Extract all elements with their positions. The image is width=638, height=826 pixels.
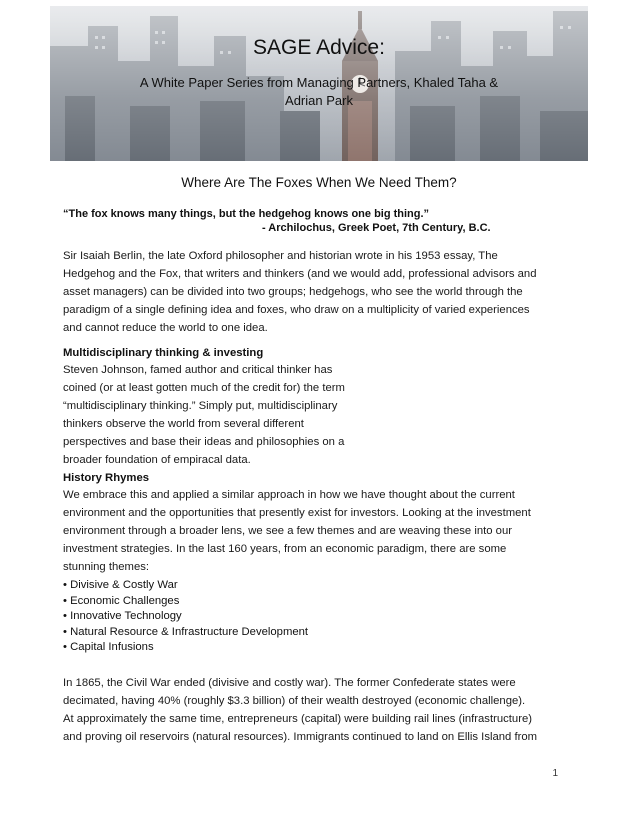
themes-bullet-list xyxy=(63,578,308,656)
banner-subtitle-line: A White Paper Series from Managing Partners, Khaled Taha & xyxy=(139,75,499,90)
list-item: • Natural Resource & Infrastructure Development xyxy=(63,625,309,638)
intro-paragraph xyxy=(63,247,573,337)
banner-title: SAGE Advice: xyxy=(253,36,385,59)
list-item: • Economic Challenges xyxy=(63,594,180,607)
banner-subtitle-line: Adrian Park xyxy=(285,93,353,108)
paragraph-line: investment strategies. In the last 160 years, from an economic paradigm, there are some xyxy=(63,543,507,555)
paragraph-line: and cannot reduce the world to one idea. xyxy=(63,322,268,334)
paragraph-line: environment and the opportunities that presently exist for investors. Looking at the investment xyxy=(63,507,531,519)
list-item: • Divisive & Costly War xyxy=(63,579,178,591)
multidisciplinary-paragraph xyxy=(63,361,573,469)
paragraph-line: Hedgehog and the Fox, that writers and thinkers (and we would add, professional advisors and xyxy=(63,268,537,280)
banner-subtitle xyxy=(110,74,528,110)
history-rhymes-paragraph xyxy=(63,486,573,576)
epigraph-quote xyxy=(63,206,573,222)
paragraph-line: decimated, having 40% (roughly $3.3 billion) of their wealth destroyed (economic challenge). xyxy=(63,695,526,707)
page-number: 1 xyxy=(552,768,558,779)
section-heading-multidisciplinary: Multidisciplinary thinking & investing xyxy=(63,347,264,359)
paragraph-line: “multidisciplinary thinking.” Simply put, multidisciplinary xyxy=(63,400,338,412)
paragraph-line: Sir Isaiah Berlin, the late Oxford philosopher and historian wrote in his 1953 essay, The xyxy=(63,250,498,262)
paragraph-line: We embrace this and applied a similar approach in how we have thought about the current xyxy=(63,489,515,501)
closing-paragraph xyxy=(63,674,573,746)
document-title: Where Are The Foxes When We Need Them? xyxy=(181,175,457,190)
paragraph-line: stunning themes: xyxy=(63,561,150,573)
paragraph-line: At approximately the same time, entrepreneurs (capital) were building rail lines (infrastructure) xyxy=(63,713,533,725)
list-item: • Innovative Technology xyxy=(63,610,182,622)
paragraph-line: and proving oil reservoirs (natural resources). Immigrants continued to land on Ellis Island from xyxy=(63,731,538,743)
paragraph-line: perspectives and base their ideas and philosophies on a xyxy=(63,436,345,448)
header-banner xyxy=(50,6,588,161)
paragraph-line: paradigm of a single defining idea and foxes, who draw on a multiplicity of varied experiences xyxy=(63,304,530,316)
paragraph-line: Steven Johnson, famed author and critical thinker has xyxy=(63,364,333,376)
paragraph-line: environment through a broader lens, we see a few themes and are weaving these into our xyxy=(63,525,513,537)
paragraph-line: broader foundation of empiracal data. xyxy=(63,454,251,466)
paragraph-line: thinkers observe the world from several different xyxy=(63,418,304,430)
quote-attribution: - Archilochus, Greek Poet, 7th Century, B.C. xyxy=(262,222,491,234)
section-heading-history-rhymes: History Rhymes xyxy=(63,472,150,484)
paragraph-line: In 1865, the Civil War ended (divisive and costly war). The former Confederate states were xyxy=(63,677,516,689)
paragraph-line: coined (or at least gotten much of the credit for) the term xyxy=(63,382,345,394)
paragraph-line: asset managers) can be divided into two groups; hedgehogs, who see the world through the xyxy=(63,286,523,298)
quote-text: “The fox knows many things, but the hedgehog knows one big thing.” xyxy=(63,208,430,220)
list-item: • Capital Infusions xyxy=(63,641,154,653)
